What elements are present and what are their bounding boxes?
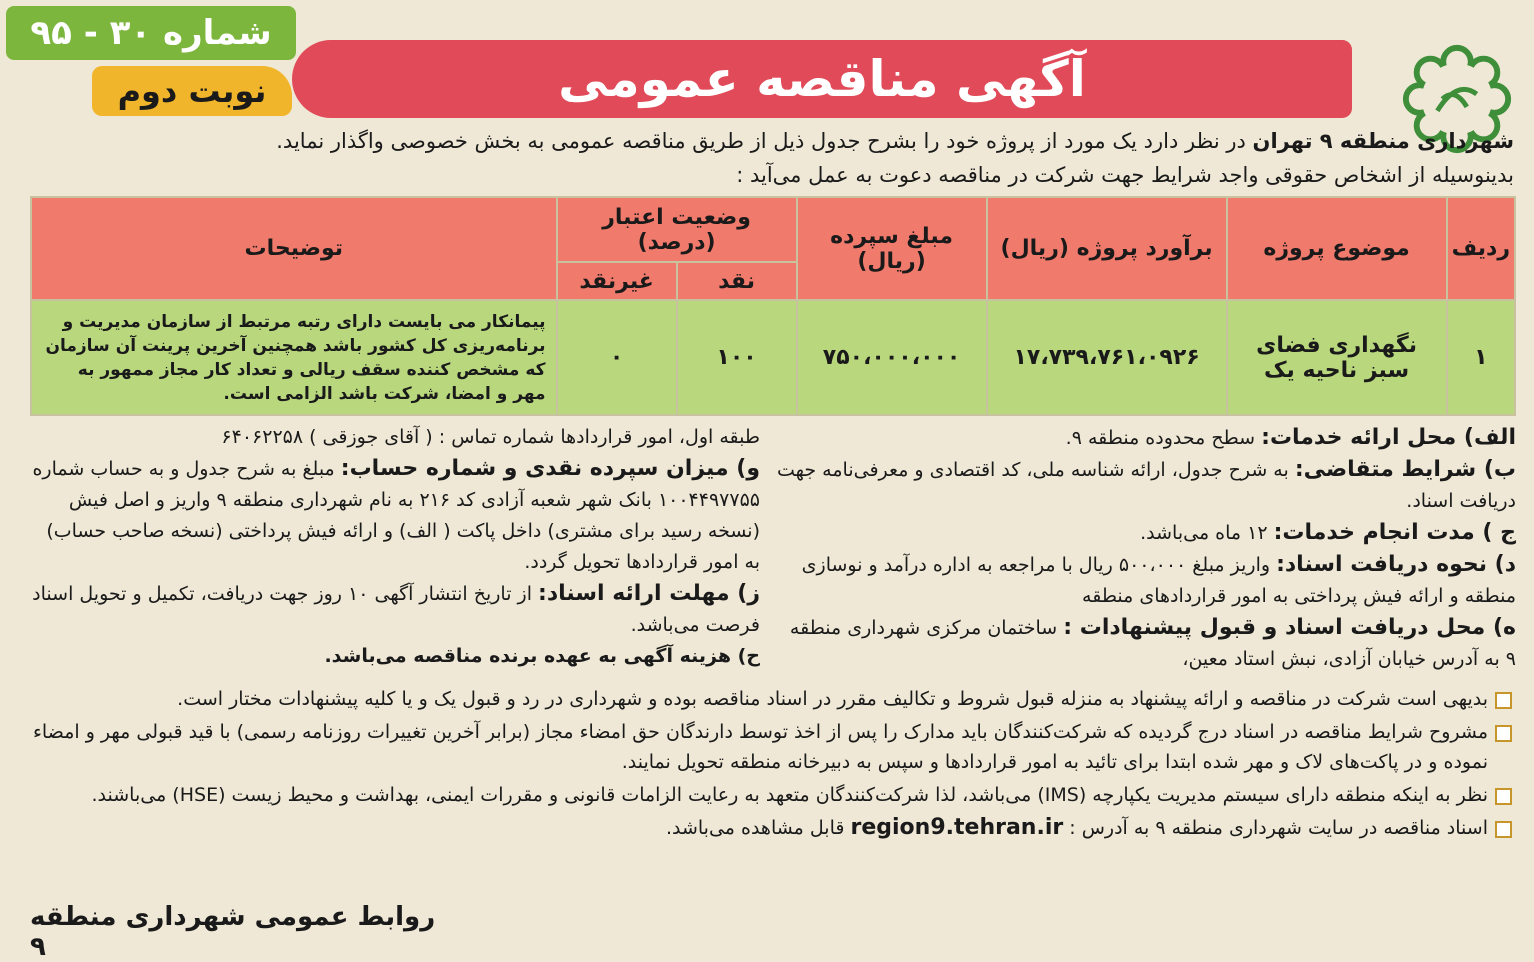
notice-title: آگهی مناقصه عمومی bbox=[292, 40, 1352, 118]
organization-name: شهرداری منطقه ۹ تهران bbox=[1252, 129, 1514, 153]
section-c: ج ) مدت انجام خدمات: ۱۲ ماه می‌باشد. bbox=[1140, 520, 1516, 545]
header-deposit: مبلغ سپرده (ریال) bbox=[797, 197, 987, 300]
cell-noncash: ۰ bbox=[557, 300, 677, 415]
cell-estimate: ۱۷،۷۳۹،۷۶۱،۰۹۲۶ bbox=[987, 300, 1227, 415]
section-d: د) نحوه دریافت اسناد: واریز مبلغ ۵۰۰،۰۰۰ ریال با مراجعه به اداره درآمد و نوسازی منطقه و ارائه فیش پرداختی به امور قراردادهای منطقه bbox=[801, 552, 1516, 607]
note-item: نظر به اینکه منطقه دارای سیستم مدیریت یکپارچه (IMS) می‌باشد، لذا شرکت‌کنندگان متعهد به رعایت الزامات قانونی و مقررات ایمنی، بهداشت و محیط زیست (HSE) می‌باشند. bbox=[30, 780, 1516, 810]
note-item: اسناد مناقصه در سایت شهرداری منطقه ۹ به آدرس : region9.tehran.ir قابل مشاهده می‌باشد. bbox=[30, 813, 1516, 843]
bullet-box-icon bbox=[1495, 725, 1512, 742]
website-link[interactable]: region9.tehran.ir bbox=[850, 815, 1064, 840]
section-f: و) میزان سپرده نقدی و شماره حساب: مبلغ به شرح جدول و به حساب شماره ۱۰۰۴۴۹۷۷۵۵ بانک شهر شعبه آزادی کد ۲۱۶ به نام شهرداری منطقه ۹ واریز و اصل فیش (نسخه رسید برای مشتری) داخل پاکت ( الف) و ارائه فیش پرداختی (نسخه صاحب حساب) به امور قراردادها تحویل گردد. bbox=[32, 456, 760, 573]
header-subject: موضوع پروژه bbox=[1227, 197, 1447, 300]
header-row: ردیف bbox=[1447, 197, 1515, 300]
table-row bbox=[31, 300, 1515, 415]
intro-text bbox=[30, 124, 1514, 192]
cell-subject: نگهداری فضای سبز ناحیه یک bbox=[1227, 300, 1447, 415]
section-e-continued: طبقه اول، امور قراردادها شماره تماس : ( آقای جوزقی ) ۶۴۰۶۲۲۵۸ bbox=[221, 426, 760, 448]
cell-cash: ۱۰۰ bbox=[677, 300, 797, 415]
bullet-box-icon bbox=[1495, 821, 1512, 838]
header-description: توضیحات bbox=[31, 197, 557, 300]
note-item: بدیهی است شرکت در مناقصه و ارائه پیشنهاد به منزله قبول شروط و تکالیف مقرر در اسناد مناقصه بوده و شهرداری در رد و قبول یک و یا کلیه پیشنهادات مختار است. bbox=[30, 684, 1516, 714]
section-b: ب) شرایط متقاضی: به شرح جدول، ارائه شناسه ملی، کد اقتصادی و معرفی‌نامه جهت دریافت اسناد. bbox=[776, 457, 1516, 512]
header-cash: نقد bbox=[677, 262, 797, 300]
intro-line1: در نظر دارد یک مورد از پروژه خود را بشرح جدول ذیل از طریق مناقصه عمومی به بخش خصوصی واگذار نماید. bbox=[276, 129, 1253, 153]
cell-deposit: ۷۵۰،۰۰۰،۰۰۰ bbox=[797, 300, 987, 415]
section-g: ز) مهلت ارائه اسناد: از تاریخ انتشار آگهی ۱۰ روز جهت دریافت، تکمیل و تحویل اسناد فرصت می‌باشد. bbox=[32, 581, 760, 636]
section-h: ح) هزینه آگهی به عهده برنده مناقصه می‌باشد. bbox=[324, 645, 760, 667]
note-item: مشروح شرایط مناقصه در اسناد درج گردیده که شرکت‌کنندگان باید مدارک را پس از اخذ توسط دارندگان حق امضاء مجاز (برابر آخرین تغییرات روزنامه رسمی) با قید قبولی مهر و امضاء نموده و در پاکت‌های لاک و مهر شده ابتدا برای تائید به امور قراردادها و سپس به دبیرخانه منطقه تحویل نمایند. bbox=[30, 717, 1516, 777]
cell-row: ۱ bbox=[1447, 300, 1515, 415]
conditions-right bbox=[776, 422, 1516, 675]
header-estimate: برآورد پروژه (ریال) bbox=[987, 197, 1227, 300]
header-noncash: غیرنقد bbox=[557, 262, 677, 300]
bullet-box-icon bbox=[1495, 788, 1512, 805]
section-e: ه) محل دریافت اسناد و قبول پیشنهادات : ساختمان مرکزی شهرداری منطقه ۹ به آدرس خیابان آزادی، نبش استاد معین، bbox=[789, 615, 1516, 670]
round-badge: نوبت دوم bbox=[92, 66, 292, 116]
intro-line2: بدینوسیله از اشخاص حقوقی واجد شرایط جهت شرکت در مناقصه دعوت به عمل می‌آید : bbox=[736, 163, 1514, 187]
conditions-left bbox=[30, 422, 760, 672]
public-relations-footer: روابط عمومی شهرداری منطقه ۹ bbox=[30, 902, 436, 962]
bullet-box-icon bbox=[1495, 692, 1512, 709]
issue-number-badge: شماره ۳۰ - ۹۵ bbox=[6, 6, 296, 60]
header-credit: وضعیت اعتبار (درصد) bbox=[557, 197, 797, 262]
notes-list bbox=[30, 684, 1516, 846]
section-a: الف) محل ارائه خدمات: سطح محدوده منطقه ۹. bbox=[1065, 425, 1516, 450]
tender-table bbox=[30, 196, 1516, 416]
cell-description: پیمانکار می بایست دارای رتبه مرتبط از سازمان مدیریت و برنامه‌ریزی کل کشور باشد همچنین آخرین پرینت آن سازمان که مشخص کننده سقف ریالی و تعداد کار مجاز ممهور به مهر و امضا، شرکت باشد الزامی است. bbox=[31, 300, 557, 415]
